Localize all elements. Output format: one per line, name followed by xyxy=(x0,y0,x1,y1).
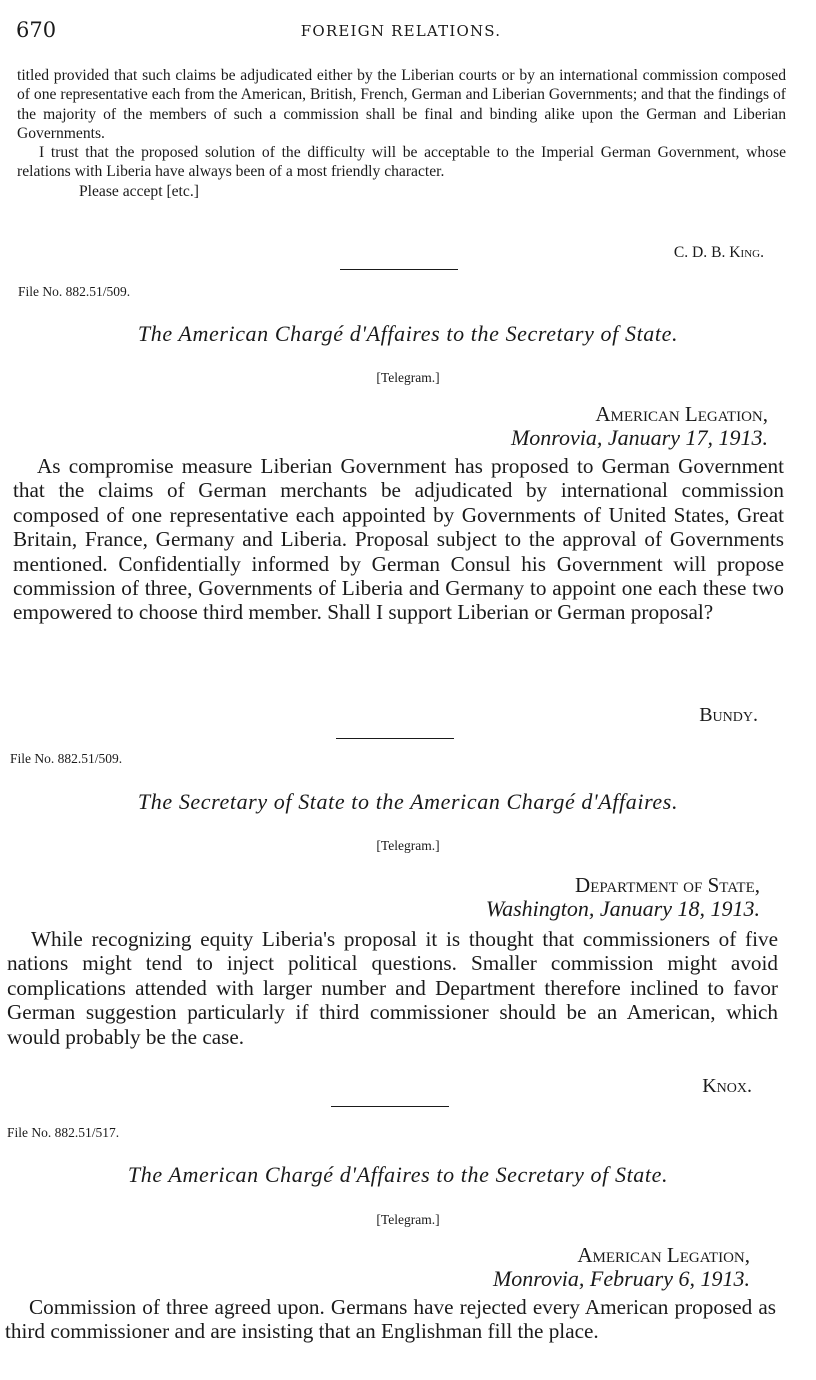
dateline-place: Department of State, xyxy=(575,873,760,897)
document-heading: The American Chargé d'Affaires to the Secretary of State. xyxy=(137,321,679,346)
telegram-label: [Telegram.] xyxy=(376,1212,440,1227)
dateline-date: Monrovia, February 6, 1913. xyxy=(492,1266,750,1291)
page-number: 670 xyxy=(16,18,57,42)
divider xyxy=(331,1106,449,1107)
document-heading: The Secretary of State to the American Chargé d'Affaires. xyxy=(137,789,679,814)
telegram-body xyxy=(7,927,778,1049)
telegram-label: [Telegram.] xyxy=(376,370,440,385)
intro-text xyxy=(17,66,786,201)
file-number: File No. 882.51/517. xyxy=(7,1125,120,1140)
file-number: File No. 882.51/509. xyxy=(18,284,131,299)
dateline-date: Washington, January 18, 1913. xyxy=(485,896,760,921)
intro-paragraph-2: I trust that the proposed solution of the difficulty will be acceptable to the Imperial German Government, whose relations with Liberia have always been of a most friendly character. xyxy=(17,144,786,181)
intro-signature: C. D. B. King. xyxy=(673,244,764,261)
intro-paragraph-1: titled provided that such claims be adjudicated either by the Liberian courts or by an international commission composed of one representative each from the American, British, French, German and Liberian Governments; and that the findings of the majority of the members of such a commission shall be final and binding alike upon the German and Liberian Governments. xyxy=(17,67,786,142)
telegram-body-text: As compromise measure Liberian Government has proposed to German Government that the claims of German merchants be adjudicated by international commission composed of one representative each appointed by Governments of United States, Great Britain, France, Germany and Liberia. Proposal subject to the approval of Governments mentioned. Confidentially informed by German Consul his Government will propose commission of three, Governments of Liberia and Germany to appoint one each these two empowered to choose third member. Shall I support Liberian or German proposal? xyxy=(13,454,784,625)
telegram-body xyxy=(13,454,784,625)
divider xyxy=(336,738,454,739)
page-header xyxy=(16,18,786,46)
signature: Knox. xyxy=(702,1075,752,1097)
divider xyxy=(340,269,458,270)
dateline-place: American Legation, xyxy=(595,402,768,426)
dateline-date: Monrovia, January 17, 1913. xyxy=(510,425,768,450)
telegram-body xyxy=(5,1295,776,1344)
telegram-body-text: While recognizing equity Liberia's proposal it is thought that commissioners of five nations might tend to inject political questions. Smaller commission might avoid complications attended with larger number and Department therefore inclined to favor German suggestion particularly if third commissioner should be an American, which would probably be the case. xyxy=(7,927,778,1049)
document-heading: The American Chargé d'Affaires to the Secretary of State. xyxy=(127,1162,669,1187)
telegram-body-text: Commission of three agreed upon. Germans have rejected every American proposed as third commissioner and are insisting that an Englishman fill the place. xyxy=(5,1295,776,1344)
file-number: File No. 882.51/509. xyxy=(10,751,123,766)
telegram-label: [Telegram.] xyxy=(376,838,440,853)
dateline-place: American Legation, xyxy=(577,1243,750,1267)
dateline xyxy=(486,873,760,921)
intro-closing: Please accept [etc.] xyxy=(79,182,199,200)
dateline xyxy=(511,402,768,450)
running-title: FOREIGN RELATIONS. xyxy=(300,22,502,40)
dateline xyxy=(493,1243,750,1291)
signature: Bundy. xyxy=(699,704,758,726)
